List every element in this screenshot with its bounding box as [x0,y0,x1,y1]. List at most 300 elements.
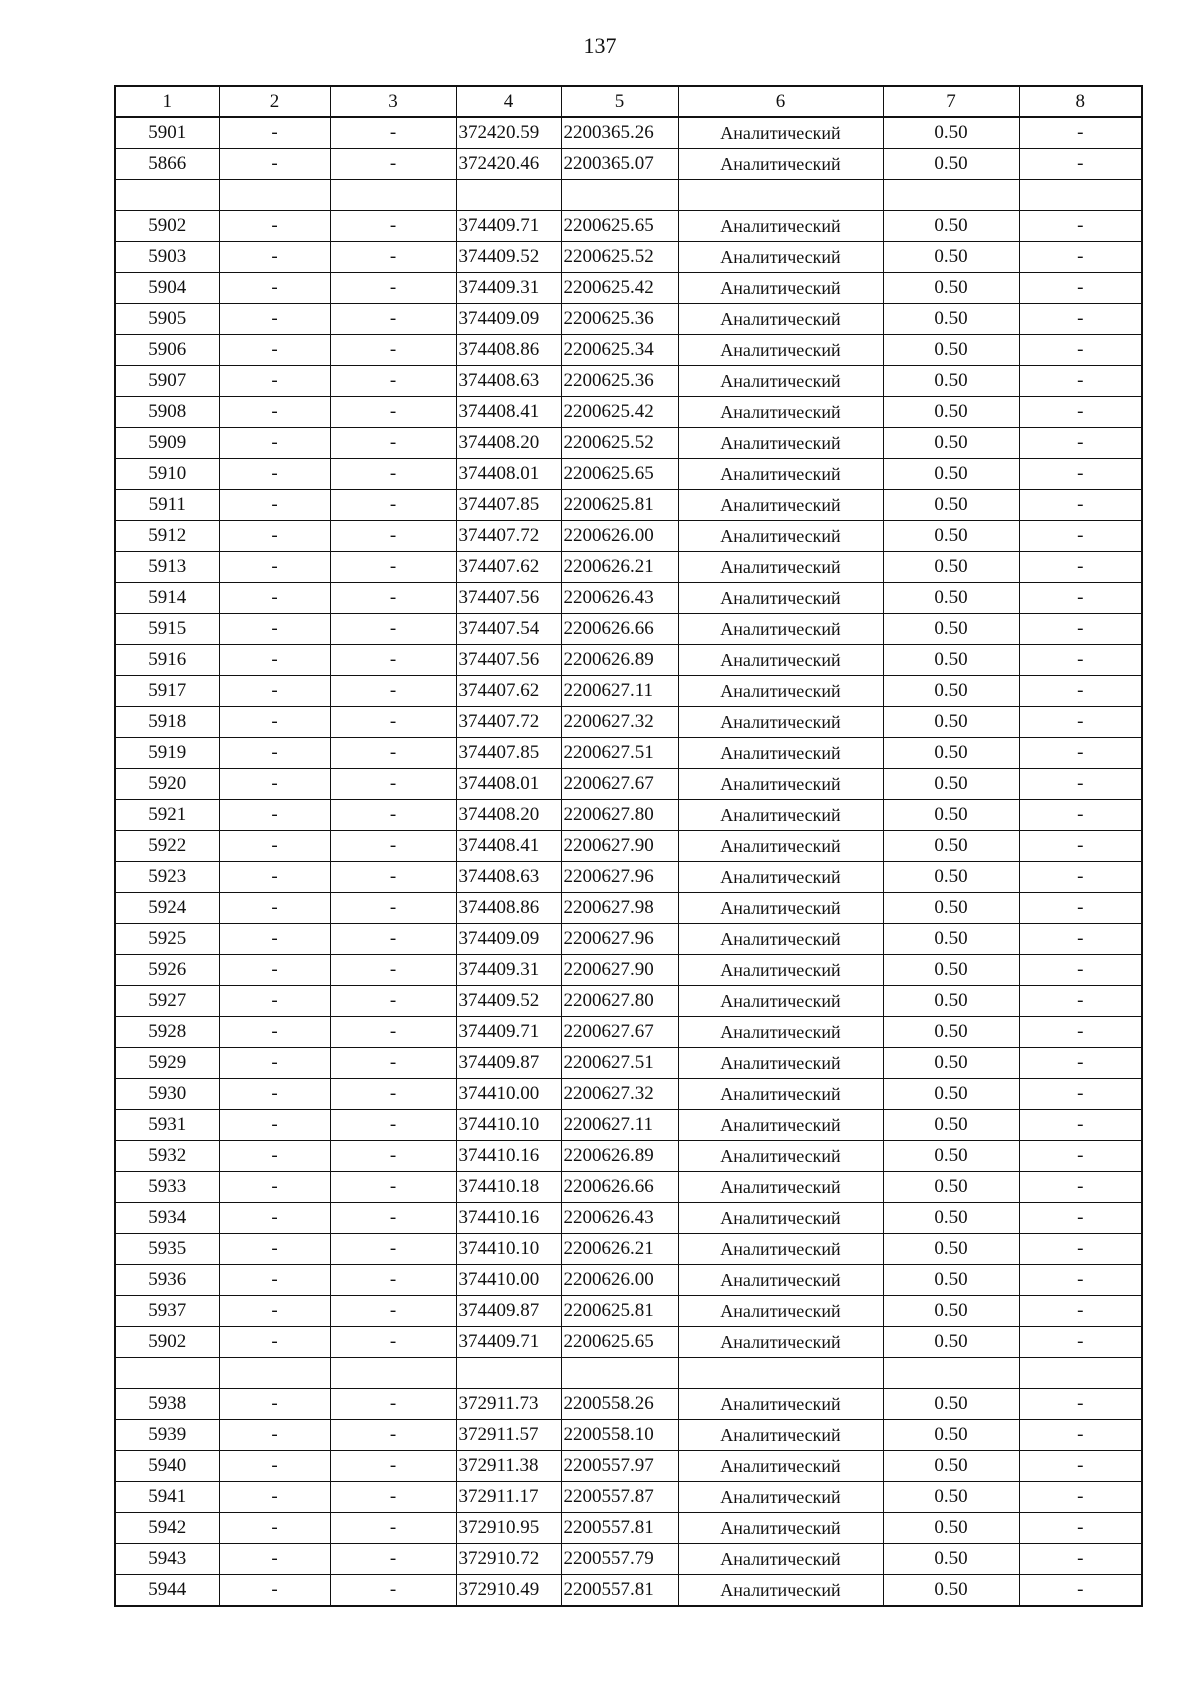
col2-cell: - [219,552,330,583]
x-coordinate-cell: 372910.49 [456,1575,561,1607]
y-coordinate-cell: 2200627.80 [561,986,678,1017]
col2-cell [219,1358,330,1389]
x-coordinate-cell: 374409.71 [456,211,561,242]
col2-cell: - [219,831,330,862]
method-cell: Аналитический [678,117,883,149]
y-coordinate-cell: 2200557.81 [561,1513,678,1544]
col8-cell: - [1019,1420,1142,1451]
table-row [115,1234,1142,1265]
table-row [115,986,1142,1017]
coordinates-table [114,85,1143,1607]
method-cell [678,1358,883,1389]
table-row [115,304,1142,335]
accuracy-cell: 0.50 [883,707,1019,738]
method-cell: Аналитический [678,1296,883,1327]
col2-cell: - [219,490,330,521]
col8-cell: - [1019,1048,1142,1079]
col8-cell: - [1019,1544,1142,1575]
col8-cell: - [1019,1513,1142,1544]
x-coordinate-cell: 374407.72 [456,521,561,552]
point-number-cell: 5913 [115,552,219,583]
x-coordinate-cell: 372420.59 [456,117,561,149]
col3-cell: - [330,1327,456,1358]
method-cell: Аналитический [678,304,883,335]
col8-cell: - [1019,1296,1142,1327]
point-number-cell: 5920 [115,769,219,800]
col8-cell: - [1019,769,1142,800]
col3-cell: - [330,1296,456,1327]
col2-cell: - [219,583,330,614]
col2-cell: - [219,707,330,738]
accuracy-cell: 0.50 [883,521,1019,552]
point-number-cell: 5931 [115,1110,219,1141]
x-coordinate-cell: 374407.85 [456,738,561,769]
table-row [115,117,1142,149]
accuracy-cell: 0.50 [883,800,1019,831]
table-row [115,645,1142,676]
x-coordinate-cell: 374407.85 [456,490,561,521]
col3-cell: - [330,1017,456,1048]
table-row [115,1544,1142,1575]
col2-cell: - [219,676,330,707]
col3-cell: - [330,1451,456,1482]
col2-cell: - [219,335,330,366]
accuracy-cell: 0.50 [883,1296,1019,1327]
col8-cell: - [1019,366,1142,397]
table-row [115,149,1142,180]
x-coordinate-cell: 374407.56 [456,645,561,676]
accuracy-cell: 0.50 [883,1017,1019,1048]
x-coordinate-cell: 372420.46 [456,149,561,180]
x-coordinate-cell: 372911.57 [456,1420,561,1451]
point-number-cell: 5915 [115,614,219,645]
accuracy-cell: 0.50 [883,1234,1019,1265]
col8-cell [1019,180,1142,211]
x-coordinate-cell: 374409.09 [456,304,561,335]
y-coordinate-cell: 2200626.89 [561,1141,678,1172]
col2-cell: - [219,1327,330,1358]
method-cell: Аналитический [678,769,883,800]
col8-cell: - [1019,676,1142,707]
column-header: 2 [219,86,330,117]
col8-cell: - [1019,831,1142,862]
col2-cell: - [219,211,330,242]
accuracy-cell: 0.50 [883,1420,1019,1451]
col2-cell: - [219,304,330,335]
x-coordinate-cell: 374409.09 [456,924,561,955]
col2-cell: - [219,1265,330,1296]
y-coordinate-cell: 2200627.96 [561,924,678,955]
method-cell: Аналитический [678,707,883,738]
accuracy-cell: 0.50 [883,1544,1019,1575]
method-cell: Аналитический [678,428,883,459]
col3-cell: - [330,1172,456,1203]
y-coordinate-cell: 2200627.67 [561,769,678,800]
y-coordinate-cell: 2200625.52 [561,428,678,459]
y-coordinate-cell: 2200626.21 [561,1234,678,1265]
col3-cell [330,180,456,211]
table-row [115,1327,1142,1358]
col2-cell: - [219,986,330,1017]
method-cell: Аналитический [678,955,883,986]
col2-cell: - [219,614,330,645]
method-cell: Аналитический [678,645,883,676]
accuracy-cell: 0.50 [883,1141,1019,1172]
point-number-cell: 5934 [115,1203,219,1234]
point-number-cell: 5936 [115,1265,219,1296]
accuracy-cell [883,1358,1019,1389]
x-coordinate-cell: 374408.01 [456,459,561,490]
col2-cell: - [219,738,330,769]
accuracy-cell: 0.50 [883,1203,1019,1234]
y-coordinate-cell [561,1358,678,1389]
y-coordinate-cell: 2200627.96 [561,862,678,893]
method-cell: Аналитический [678,1513,883,1544]
col8-cell: - [1019,1110,1142,1141]
method-cell: Аналитический [678,924,883,955]
point-number-cell: 5907 [115,366,219,397]
col8-cell: - [1019,614,1142,645]
table-row [115,552,1142,583]
col2-cell: - [219,1296,330,1327]
point-number-cell: 5932 [115,1141,219,1172]
table-row [115,1203,1142,1234]
col3-cell: - [330,459,456,490]
x-coordinate-cell: 374408.86 [456,335,561,366]
point-number-cell: 5906 [115,335,219,366]
x-coordinate-cell: 374409.87 [456,1296,561,1327]
col2-cell: - [219,893,330,924]
point-number-cell: 5901 [115,117,219,149]
method-cell: Аналитический [678,1544,883,1575]
y-coordinate-cell: 2200627.90 [561,831,678,862]
col2-cell: - [219,1575,330,1607]
point-number-cell: 5928 [115,1017,219,1048]
col3-cell: - [330,273,456,304]
y-coordinate-cell: 2200625.42 [561,273,678,304]
y-coordinate-cell: 2200625.36 [561,366,678,397]
col2-cell: - [219,1389,330,1420]
point-number-cell: 5903 [115,242,219,273]
table-row [115,800,1142,831]
table-row [115,831,1142,862]
x-coordinate-cell [456,180,561,211]
x-coordinate-cell: 374407.54 [456,614,561,645]
y-coordinate-cell: 2200557.81 [561,1575,678,1607]
x-coordinate-cell: 374409.52 [456,242,561,273]
method-cell: Аналитический [678,738,883,769]
point-number-cell: 5904 [115,273,219,304]
y-coordinate-cell: 2200557.79 [561,1544,678,1575]
col3-cell: - [330,1079,456,1110]
accuracy-cell: 0.50 [883,149,1019,180]
col8-cell: - [1019,1451,1142,1482]
accuracy-cell: 0.50 [883,1451,1019,1482]
x-coordinate-cell: 374409.87 [456,1048,561,1079]
accuracy-cell: 0.50 [883,738,1019,769]
table-header [115,86,1142,117]
col8-cell: - [1019,149,1142,180]
col8-cell: - [1019,459,1142,490]
method-cell: Аналитический [678,1482,883,1513]
point-number-cell: 5914 [115,583,219,614]
y-coordinate-cell: 2200625.42 [561,397,678,428]
table-row [115,955,1142,986]
point-number-cell: 5924 [115,893,219,924]
col3-cell: - [330,800,456,831]
col2-cell: - [219,1079,330,1110]
table-row [115,428,1142,459]
col2-cell: - [219,769,330,800]
col3-cell: - [330,862,456,893]
point-number-cell: 5905 [115,304,219,335]
x-coordinate-cell: 374409.71 [456,1327,561,1358]
y-coordinate-cell: 2200625.65 [561,211,678,242]
col2-cell: - [219,645,330,676]
y-coordinate-cell: 2200627.67 [561,1017,678,1048]
table-row [115,521,1142,552]
col2-cell: - [219,800,330,831]
table-row [115,707,1142,738]
table-row [115,924,1142,955]
header-row [115,86,1142,117]
accuracy-cell: 0.50 [883,211,1019,242]
accuracy-cell: 0.50 [883,490,1019,521]
point-number-cell: 5919 [115,738,219,769]
y-coordinate-cell: 2200626.21 [561,552,678,583]
method-cell: Аналитический [678,986,883,1017]
x-coordinate-cell: 374408.63 [456,366,561,397]
col2-cell: - [219,459,330,490]
accuracy-cell: 0.50 [883,397,1019,428]
accuracy-cell: 0.50 [883,304,1019,335]
method-cell: Аналитический [678,1048,883,1079]
x-coordinate-cell: 374408.63 [456,862,561,893]
accuracy-cell: 0.50 [883,1048,1019,1079]
y-coordinate-cell: 2200627.51 [561,738,678,769]
table-row [115,1451,1142,1482]
y-coordinate-cell: 2200557.97 [561,1451,678,1482]
col8-cell: - [1019,738,1142,769]
col3-cell: - [330,893,456,924]
point-number-cell: 5925 [115,924,219,955]
x-coordinate-cell: 374407.72 [456,707,561,738]
col2-cell: - [219,1234,330,1265]
col3-cell: - [330,552,456,583]
table-row [115,583,1142,614]
method-cell: Аналитический [678,242,883,273]
column-header: 6 [678,86,883,117]
col3-cell: - [330,769,456,800]
table-row [115,1513,1142,1544]
y-coordinate-cell: 2200625.81 [561,490,678,521]
accuracy-cell: 0.50 [883,893,1019,924]
col8-cell: - [1019,862,1142,893]
method-cell: Аналитический [678,1079,883,1110]
col8-cell: - [1019,211,1142,242]
col3-cell: - [330,1048,456,1079]
x-coordinate-cell: 374408.41 [456,831,561,862]
point-number-cell: 5944 [115,1575,219,1607]
col8-cell: - [1019,924,1142,955]
point-number-cell [115,180,219,211]
col3-cell: - [330,242,456,273]
col8-cell: - [1019,490,1142,521]
method-cell: Аналитический [678,1265,883,1296]
col8-cell: - [1019,800,1142,831]
point-number-cell: 5923 [115,862,219,893]
y-coordinate-cell: 2200365.07 [561,149,678,180]
method-cell: Аналитический [678,831,883,862]
table-row-separator [115,1358,1142,1389]
col8-cell: - [1019,117,1142,149]
point-number-cell: 5943 [115,1544,219,1575]
column-header: 5 [561,86,678,117]
point-number-cell: 5938 [115,1389,219,1420]
method-cell: Аналитический [678,521,883,552]
point-number-cell: 5929 [115,1048,219,1079]
point-number-cell: 5941 [115,1482,219,1513]
accuracy-cell: 0.50 [883,1575,1019,1607]
y-coordinate-cell: 2200626.00 [561,1265,678,1296]
method-cell: Аналитический [678,1017,883,1048]
point-number-cell [115,1358,219,1389]
method-cell: Аналитический [678,459,883,490]
table-row [115,1079,1142,1110]
col2-cell: - [219,955,330,986]
method-cell: Аналитический [678,800,883,831]
method-cell: Аналитический [678,1420,883,1451]
accuracy-cell: 0.50 [883,366,1019,397]
y-coordinate-cell: 2200627.11 [561,676,678,707]
y-coordinate-cell: 2200625.65 [561,1327,678,1358]
col3-cell: - [330,614,456,645]
col3-cell: - [330,1265,456,1296]
table-row [115,769,1142,800]
x-coordinate-cell: 372910.95 [456,1513,561,1544]
column-header: 4 [456,86,561,117]
col2-cell: - [219,1544,330,1575]
accuracy-cell: 0.50 [883,955,1019,986]
accuracy-cell: 0.50 [883,1110,1019,1141]
accuracy-cell: 0.50 [883,1513,1019,1544]
x-coordinate-cell: 374410.00 [456,1079,561,1110]
point-number-cell: 5921 [115,800,219,831]
table-row [115,1389,1142,1420]
col3-cell: - [330,211,456,242]
y-coordinate-cell: 2200626.43 [561,583,678,614]
method-cell: Аналитический [678,862,883,893]
method-cell: Аналитический [678,366,883,397]
method-cell: Аналитический [678,1451,883,1482]
x-coordinate-cell: 374408.86 [456,893,561,924]
method-cell: Аналитический [678,583,883,614]
x-coordinate-cell: 374408.20 [456,428,561,459]
col8-cell: - [1019,242,1142,273]
point-number-cell: 5902 [115,1327,219,1358]
method-cell: Аналитический [678,335,883,366]
table-row [115,273,1142,304]
method-cell: Аналитический [678,614,883,645]
method-cell: Аналитический [678,1172,883,1203]
table-row [115,1017,1142,1048]
table-row [115,1110,1142,1141]
accuracy-cell: 0.50 [883,676,1019,707]
point-number-cell: 5908 [115,397,219,428]
accuracy-cell: 0.50 [883,1482,1019,1513]
method-cell [678,180,883,211]
col3-cell: - [330,428,456,459]
x-coordinate-cell: 374407.56 [456,583,561,614]
col3-cell: - [330,955,456,986]
accuracy-cell: 0.50 [883,335,1019,366]
y-coordinate-cell: 2200627.32 [561,1079,678,1110]
col8-cell: - [1019,521,1142,552]
point-number-cell: 5918 [115,707,219,738]
col3-cell: - [330,521,456,552]
y-coordinate-cell: 2200627.11 [561,1110,678,1141]
table-row [115,893,1142,924]
x-coordinate-cell: 374410.16 [456,1203,561,1234]
col3-cell: - [330,583,456,614]
method-cell: Аналитический [678,211,883,242]
accuracy-cell: 0.50 [883,831,1019,862]
point-number-cell: 5933 [115,1172,219,1203]
table-row [115,397,1142,428]
column-header: 3 [330,86,456,117]
col2-cell: - [219,924,330,955]
col3-cell: - [330,117,456,149]
col8-cell: - [1019,1141,1142,1172]
accuracy-cell: 0.50 [883,1327,1019,1358]
table-row [115,676,1142,707]
col3-cell: - [330,676,456,707]
col3-cell: - [330,335,456,366]
col2-cell: - [219,521,330,552]
table-row [115,1172,1142,1203]
col3-cell: - [330,1575,456,1607]
table-row [115,738,1142,769]
col8-cell: - [1019,1234,1142,1265]
y-coordinate-cell: 2200626.00 [561,521,678,552]
col2-cell: - [219,1451,330,1482]
point-number-cell: 5916 [115,645,219,676]
col8-cell: - [1019,1575,1142,1607]
table-row [115,490,1142,521]
table-row [115,1265,1142,1296]
x-coordinate-cell: 374408.20 [456,800,561,831]
method-cell: Аналитический [678,1110,883,1141]
col3-cell: - [330,1234,456,1265]
y-coordinate-cell: 2200625.52 [561,242,678,273]
col2-cell: - [219,1110,330,1141]
y-coordinate-cell: 2200626.66 [561,614,678,645]
accuracy-cell: 0.50 [883,986,1019,1017]
y-coordinate-cell: 2200625.36 [561,304,678,335]
x-coordinate-cell: 374409.31 [456,273,561,304]
accuracy-cell: 0.50 [883,117,1019,149]
x-coordinate-cell: 372910.72 [456,1544,561,1575]
x-coordinate-cell: 374409.71 [456,1017,561,1048]
col2-cell: - [219,149,330,180]
accuracy-cell: 0.50 [883,1389,1019,1420]
y-coordinate-cell: 2200626.43 [561,1203,678,1234]
col3-cell: - [330,1544,456,1575]
table-row [115,1482,1142,1513]
x-coordinate-cell: 374408.41 [456,397,561,428]
point-number-cell: 5927 [115,986,219,1017]
page-number: 137 [583,33,617,58]
